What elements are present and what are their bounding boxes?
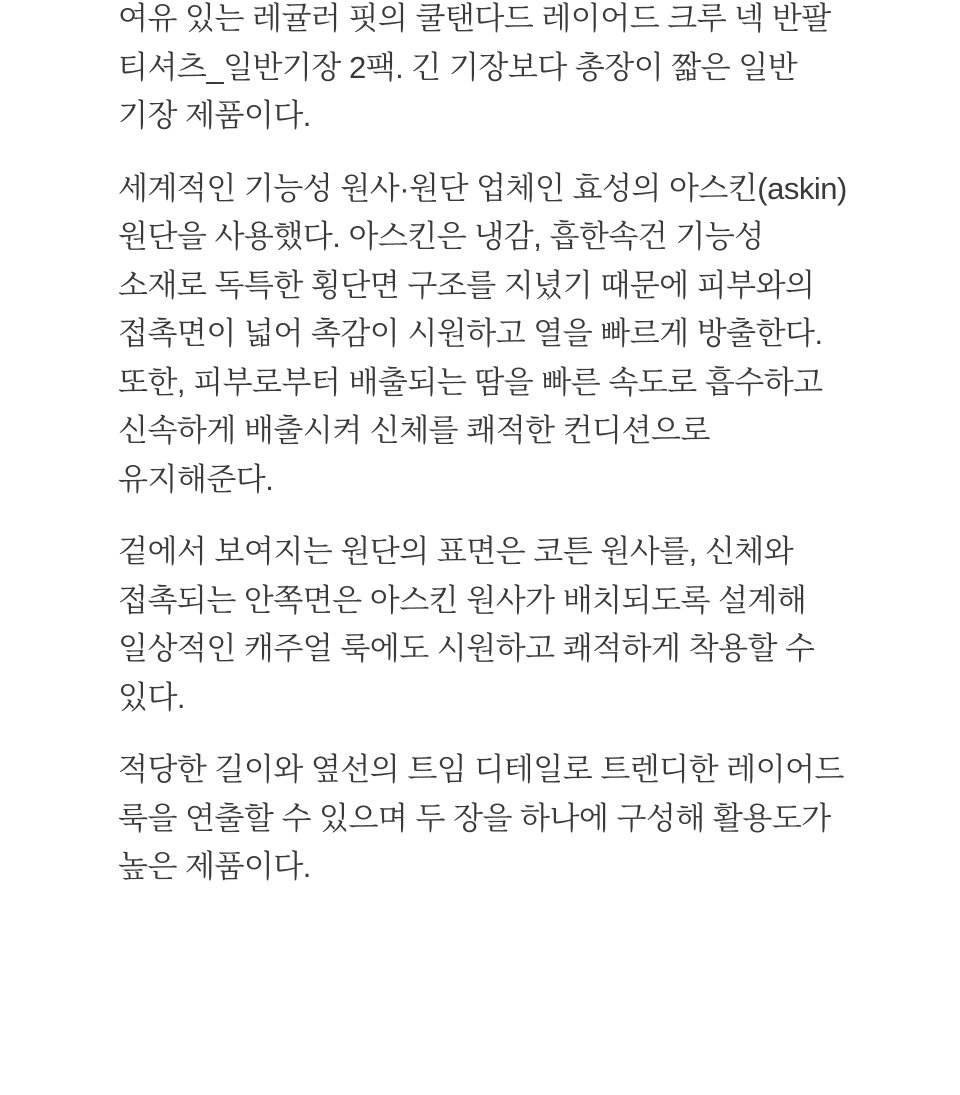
text-line: 기장 제품이다. [118, 98, 311, 133]
text-line: 신속하게 배출시켜 신체를 쾌적한 컨디션으로 [118, 413, 710, 448]
text-line: 높은 제품이다. [118, 849, 311, 884]
text-line: 접촉되는 안쪽면은 아스킨 원사가 배치되도록 설계해 [118, 582, 807, 618]
paragraph-fit-description [118, 0, 850, 141]
text-line: 티셔츠_일반기장 2팩. 긴 기장보다 총장이 짧은 일반 [118, 49, 798, 85]
text-line: 일상적인 캐주얼 룩에도 시원하고 쾌적하게 착용할 수 [118, 631, 815, 666]
text-line: 소재로 독특한 횡단면 구조를 지녔기 때문에 피부와의 [118, 267, 815, 303]
text-line: 원단을 사용했다. 아스킨은 냉감, 흡한속건 기능성 [118, 219, 764, 254]
text-line: 접촉면이 넓어 촉감이 시원하고 열을 빠르게 방출한다. [118, 316, 823, 351]
text-line: 또한, 피부로부터 배출되는 땀을 빠른 속도로 흡수하고 [118, 364, 823, 400]
paragraph-fabric-function [118, 165, 850, 505]
text-line: 겉에서 보여지는 원단의 표면은 코튼 원사를, 신체와 [118, 534, 794, 569]
text-line: 있다. [118, 679, 186, 715]
text-line: 룩을 연출할 수 있으며 두 장을 하나에 구성해 활용도가 [118, 800, 831, 836]
paragraph-styling-detail [118, 746, 850, 892]
paragraph-yarn-design [118, 528, 850, 722]
text-line: 세계적인 기능성 원사·원단 업체인 효성의 아스킨(askin) [118, 170, 847, 206]
text-line: 여유 있는 레귤러 핏의 쿨탠다드 레이어드 크루 넥 반팔 [118, 1, 831, 36]
text-line: 적당한 길이와 옆선의 트임 디테일로 트렌디한 레이어드 [118, 752, 844, 787]
text-line: 유지해준다. [118, 461, 274, 497]
